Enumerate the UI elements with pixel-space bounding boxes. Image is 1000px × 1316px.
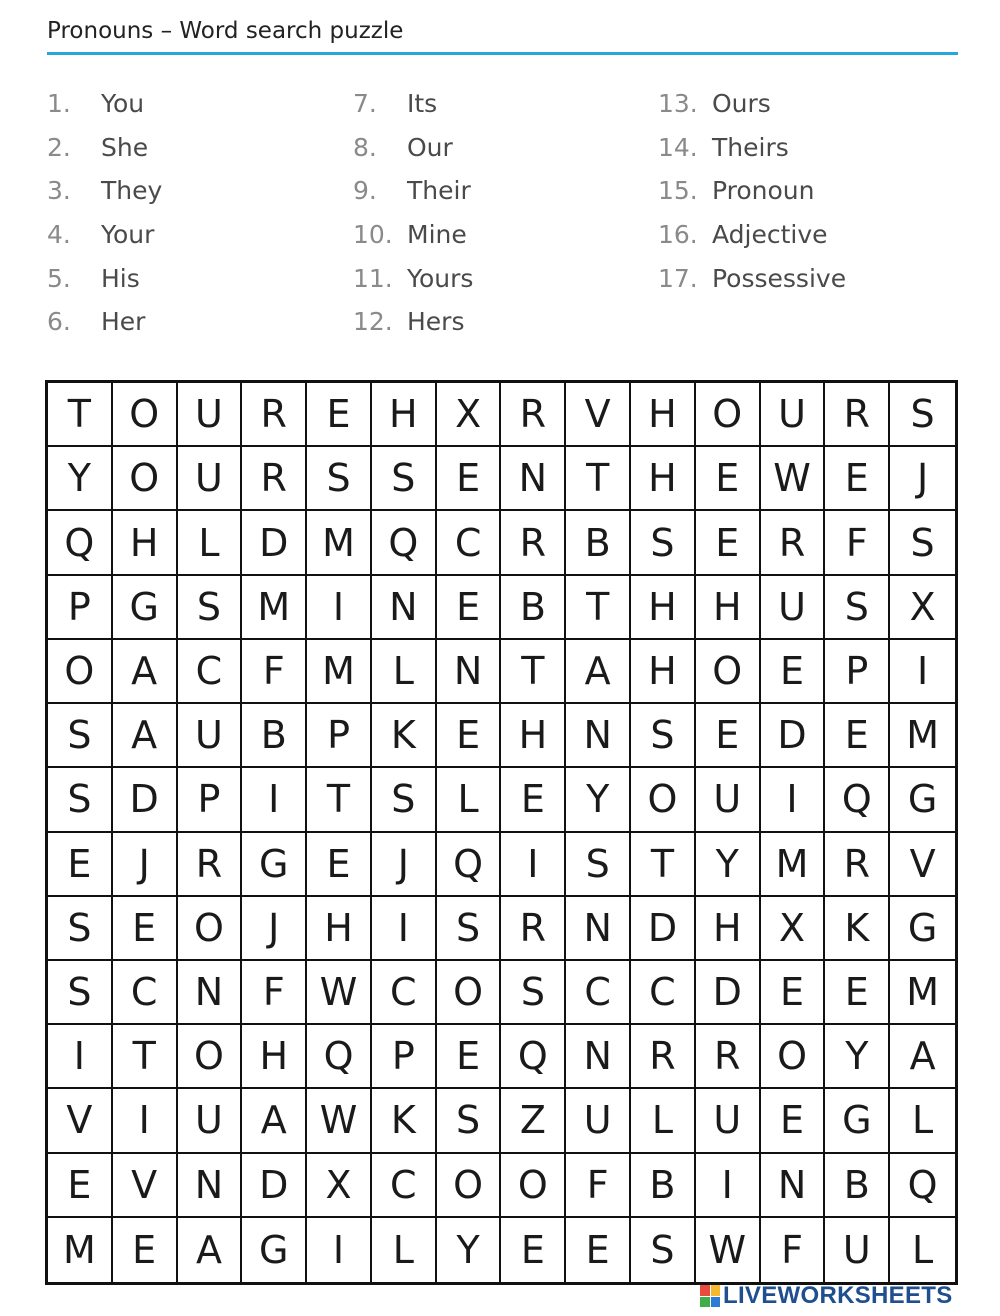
- word-list-item: [353, 126, 653, 170]
- grid-cell[interactable]: U: [696, 1089, 761, 1153]
- word-text: Mine: [407, 220, 467, 250]
- grid-cell[interactable]: I: [501, 833, 566, 897]
- grid-cell[interactable]: T: [48, 383, 113, 447]
- grid-cell[interactable]: W: [696, 1218, 761, 1282]
- grid-cell[interactable]: I: [761, 768, 826, 832]
- grid-cell[interactable]: N: [566, 897, 631, 961]
- grid-cell[interactable]: S: [178, 576, 243, 640]
- word-text: Hers: [407, 307, 465, 337]
- grid-cell[interactable]: D: [242, 1154, 307, 1218]
- grid-cell[interactable]: I: [113, 1089, 178, 1153]
- liveworksheets-logo: [700, 1282, 953, 1310]
- grid-cell[interactable]: S: [825, 576, 890, 640]
- grid-cell[interactable]: U: [566, 1089, 631, 1153]
- grid-cell[interactable]: M: [307, 511, 372, 575]
- grid-cell[interactable]: S: [890, 511, 955, 575]
- grid-cell[interactable]: Q: [501, 1025, 566, 1089]
- word-text: Yours: [407, 263, 474, 293]
- grid-cell[interactable]: E: [761, 640, 826, 704]
- grid-cell[interactable]: O: [761, 1025, 826, 1089]
- grid-cell[interactable]: E: [501, 768, 566, 832]
- grid-cell[interactable]: I: [307, 576, 372, 640]
- word-number: 14.: [658, 132, 698, 162]
- grid-cell[interactable]: M: [890, 704, 955, 768]
- grid-cell[interactable]: Y: [696, 833, 761, 897]
- word-list-item: [47, 169, 347, 213]
- grid-cell[interactable]: F: [825, 511, 890, 575]
- grid-cell[interactable]: N: [372, 576, 437, 640]
- grid-cell[interactable]: R: [242, 383, 307, 447]
- grid-cell[interactable]: E: [696, 704, 761, 768]
- grid-cell[interactable]: V: [48, 1089, 113, 1153]
- grid-cell[interactable]: R: [501, 511, 566, 575]
- word-list-item: [658, 256, 958, 300]
- grid-cell[interactable]: K: [825, 897, 890, 961]
- word-list: [47, 82, 958, 342]
- grid-cell[interactable]: S: [372, 447, 437, 511]
- word-list-item: [353, 256, 653, 300]
- grid-cell[interactable]: C: [631, 961, 696, 1025]
- word-list-item: [47, 300, 347, 344]
- word-text: His: [101, 263, 140, 293]
- grid-cell[interactable]: S: [48, 897, 113, 961]
- word-text: Our: [407, 132, 453, 162]
- grid-cell[interactable]: D: [242, 511, 307, 575]
- grid-cell[interactable]: A: [113, 704, 178, 768]
- grid-cell[interactable]: E: [48, 1154, 113, 1218]
- grid-cell[interactable]: G: [890, 768, 955, 832]
- grid-cell[interactable]: G: [113, 576, 178, 640]
- grid-cell[interactable]: L: [912, 1227, 934, 1272]
- grid-cell[interactable]: P: [372, 1025, 437, 1089]
- grid-cell[interactable]: W: [307, 1089, 372, 1153]
- word-list-item: [47, 256, 347, 300]
- grid-cell[interactable]: H: [631, 576, 696, 640]
- grid-cell[interactable]: N: [761, 1154, 826, 1218]
- word-list-item: [353, 300, 653, 344]
- grid-cell[interactable]: L: [890, 1089, 955, 1153]
- grid-cell[interactable]: R: [501, 383, 566, 447]
- grid-cell[interactable]: H: [372, 383, 437, 447]
- grid-cell[interactable]: S: [48, 768, 113, 832]
- grid-cell[interactable]: S: [631, 511, 696, 575]
- grid-cell[interactable]: U: [761, 576, 826, 640]
- grid-cell[interactable]: E: [437, 447, 502, 511]
- page-title: Pronouns – Word search puzzle: [47, 18, 404, 44]
- grid-cell[interactable]: V: [566, 383, 631, 447]
- word-number: 8.: [353, 132, 377, 162]
- word-text: She: [101, 132, 149, 162]
- word-list-item: [658, 82, 958, 126]
- grid-cell[interactable]: J: [372, 833, 437, 897]
- word-number: 15.: [658, 176, 698, 206]
- word-list-item: [353, 82, 653, 126]
- logo-icon: [700, 1285, 720, 1307]
- grid-cell[interactable]: S: [48, 704, 113, 768]
- grid-cell[interactable]: R: [501, 897, 566, 961]
- word-list-item: [658, 126, 958, 170]
- grid-cell[interactable]: R: [825, 383, 890, 447]
- word-list-item: [353, 169, 653, 213]
- grid-cell[interactable]: N: [437, 640, 502, 704]
- grid-cell[interactable]: W: [761, 447, 826, 511]
- grid-cell[interactable]: P: [178, 768, 243, 832]
- grid-cell[interactable]: J: [242, 897, 307, 961]
- grid-cell[interactable]: B: [566, 511, 631, 575]
- grid-cell[interactable]: M: [48, 1218, 113, 1282]
- word-text: Theirs: [712, 132, 789, 162]
- grid-cell[interactable]: H: [631, 640, 696, 704]
- grid-cell[interactable]: G: [825, 1089, 890, 1153]
- grid-cell[interactable]: S: [890, 383, 955, 447]
- grid-cell[interactable]: G: [242, 1218, 307, 1282]
- grid-cell[interactable]: D: [761, 704, 826, 768]
- grid-cell[interactable]: N: [178, 961, 243, 1025]
- grid-cell[interactable]: R: [242, 447, 307, 511]
- grid-cell[interactable]: G: [890, 897, 955, 961]
- grid-cell[interactable]: I: [890, 640, 955, 704]
- grid-cell[interactable]: Q: [437, 833, 502, 897]
- grid-cell[interactable]: M: [307, 640, 372, 704]
- grid-cell[interactable]: V: [113, 1154, 178, 1218]
- grid-cell[interactable]: E: [437, 1025, 502, 1089]
- word-number: 5.: [47, 263, 71, 293]
- grid-cell[interactable]: O: [113, 447, 178, 511]
- grid-cell[interactable]: S: [372, 768, 437, 832]
- grid-cell[interactable]: P: [48, 576, 113, 640]
- grid-cell[interactable]: L: [372, 640, 437, 704]
- grid-cell[interactable]: E: [761, 961, 826, 1025]
- grid-cell[interactable]: H: [696, 897, 761, 961]
- grid-cell[interactable]: H: [696, 576, 761, 640]
- grid-cell[interactable]: O: [48, 640, 113, 704]
- grid-cell[interactable]: C: [372, 1154, 437, 1218]
- grid-cell[interactable]: E: [761, 1089, 826, 1153]
- word-number: 16.: [658, 220, 698, 250]
- grid-cell[interactable]: R: [825, 833, 890, 897]
- grid-cell[interactable]: C: [566, 961, 631, 1025]
- word-number: 17.: [658, 263, 698, 293]
- grid-cell[interactable]: A: [242, 1089, 307, 1153]
- grid-cell[interactable]: S: [501, 961, 566, 1025]
- word-number: 2.: [47, 132, 71, 162]
- grid-cell[interactable]: S: [48, 961, 113, 1025]
- grid-cell[interactable]: K: [372, 1089, 437, 1153]
- grid-cell[interactable]: A: [566, 640, 631, 704]
- grid-cell[interactable]: V: [890, 833, 955, 897]
- grid-cell[interactable]: A: [890, 1025, 955, 1089]
- grid-cell[interactable]: U: [178, 383, 243, 447]
- grid-cell[interactable]: E: [437, 576, 502, 640]
- grid-cell[interactable]: C: [437, 511, 502, 575]
- grid-cell[interactable]: L: [372, 1218, 437, 1282]
- grid-cell[interactable]: O: [631, 768, 696, 832]
- grid-cell[interactable]: D: [631, 897, 696, 961]
- grid-cell[interactable]: H: [501, 704, 566, 768]
- grid-cell[interactable]: T: [501, 640, 566, 704]
- word-number: 10.: [353, 220, 393, 250]
- grid-cell[interactable]: O: [178, 1025, 243, 1089]
- grid-cell[interactable]: B: [501, 576, 566, 640]
- grid-cell[interactable]: D: [113, 768, 178, 832]
- grid-cell[interactable]: F: [566, 1154, 631, 1218]
- grid-cell[interactable]: H: [307, 897, 372, 961]
- grid-cell[interactable]: R: [761, 511, 826, 575]
- grid-cell[interactable]: Q: [890, 1154, 955, 1218]
- word-number: 4.: [47, 220, 71, 250]
- word-text: Their: [407, 176, 471, 206]
- grid-cell[interactable]: O: [437, 1154, 502, 1218]
- grid-cell[interactable]: S: [631, 1218, 696, 1282]
- word-text: Possessive: [712, 263, 847, 293]
- grid-cell[interactable]: S: [437, 897, 502, 961]
- grid-cell[interactable]: E: [307, 383, 372, 447]
- grid-cell[interactable]: O: [501, 1154, 566, 1218]
- grid-cell[interactable]: E: [825, 961, 890, 1025]
- grid-cell[interactable]: U: [825, 1218, 890, 1282]
- word-search-grid: [45, 380, 958, 1285]
- grid-cell[interactable]: F: [242, 961, 307, 1025]
- grid-cell[interactable]: T: [566, 447, 631, 511]
- word-list-item: [47, 213, 347, 257]
- word-column-2: [353, 82, 653, 344]
- grid-cell[interactable]: Y: [48, 447, 113, 511]
- word-list-item: [47, 82, 347, 126]
- word-text: Her: [101, 307, 146, 337]
- word-column-3: [658, 82, 958, 300]
- grid-cell[interactable]: E: [307, 833, 372, 897]
- grid-cell[interactable]: T: [307, 768, 372, 832]
- grid-cell[interactable]: A: [178, 1218, 243, 1282]
- grid-cell[interactable]: Q: [307, 1025, 372, 1089]
- grid-cell[interactable]: U: [178, 704, 243, 768]
- grid-cell[interactable]: B: [242, 704, 307, 768]
- word-number: 12.: [353, 307, 393, 337]
- grid-cell[interactable]: A: [113, 640, 178, 704]
- grid-cell[interactable]: X: [307, 1154, 372, 1218]
- grid-cell[interactable]: E: [437, 704, 502, 768]
- grid-cell[interactable]: P: [825, 640, 890, 704]
- grid-cell[interactable]: L: [178, 511, 243, 575]
- word-text: You: [101, 89, 145, 119]
- word-list-item: [47, 126, 347, 170]
- grid-cell[interactable]: E: [825, 704, 890, 768]
- grid-cell[interactable]: S: [566, 833, 631, 897]
- word-text: Your: [101, 220, 155, 250]
- grid-cell[interactable]: T: [631, 833, 696, 897]
- word-number: 13.: [658, 89, 698, 119]
- grid-cell[interactable]: X: [437, 383, 502, 447]
- grid-cell[interactable]: F: [242, 640, 307, 704]
- grid-cell[interactable]: Q: [372, 511, 437, 575]
- grid-cell[interactable]: C: [372, 961, 437, 1025]
- logo-text: LIVEWORKSHEETS: [723, 1282, 953, 1309]
- grid-cell[interactable]: R: [631, 1025, 696, 1089]
- grid-cell[interactable]: U: [178, 1089, 243, 1153]
- grid-cell[interactable]: Y: [566, 768, 631, 832]
- grid-cell[interactable]: L: [437, 768, 502, 832]
- grid-cell[interactable]: Q: [48, 511, 113, 575]
- word-number: 6.: [47, 307, 71, 337]
- grid-cell[interactable]: H: [631, 383, 696, 447]
- grid-cell[interactable]: U: [178, 447, 243, 511]
- word-text: Pronoun: [712, 176, 815, 206]
- grid-cell[interactable]: D: [696, 961, 761, 1025]
- grid-cell[interactable]: N: [566, 704, 631, 768]
- word-text: Ours: [712, 89, 771, 119]
- grid-cell[interactable]: T: [113, 1025, 178, 1089]
- grid-cell[interactable]: H: [242, 1025, 307, 1089]
- grid-cell[interactable]: C: [113, 961, 178, 1025]
- word-number: 1.: [47, 89, 71, 119]
- word-text: Its: [407, 89, 438, 119]
- grid-cell[interactable]: C: [178, 640, 243, 704]
- word-number: 9.: [353, 176, 377, 206]
- grid-cell[interactable]: W: [307, 961, 372, 1025]
- grid-cell[interactable]: N: [178, 1154, 243, 1218]
- grid-cell[interactable]: E: [566, 1218, 631, 1282]
- grid-cell[interactable]: U: [696, 768, 761, 832]
- grid-cell[interactable]: I: [307, 1218, 372, 1282]
- word-list-item: [658, 169, 958, 213]
- grid-cell[interactable]: E: [696, 511, 761, 575]
- grid-cell[interactable]: I: [372, 897, 437, 961]
- grid-cell[interactable]: F: [761, 1218, 826, 1282]
- grid-cell[interactable]: O: [178, 897, 243, 961]
- grid-cell[interactable]: U: [761, 383, 826, 447]
- word-text: Adjective: [712, 220, 828, 250]
- grid-cell[interactable]: M: [761, 833, 826, 897]
- word-column-1: [47, 82, 347, 344]
- grid-cell[interactable]: X: [890, 576, 955, 640]
- grid-cell[interactable]: E: [113, 897, 178, 961]
- grid-cell[interactable]: L: [631, 1089, 696, 1153]
- grid-cell[interactable]: Y: [825, 1025, 890, 1089]
- grid-cell[interactable]: N: [566, 1025, 631, 1089]
- grid-cell[interactable]: J: [113, 833, 178, 897]
- grid-cell[interactable]: Q: [825, 768, 890, 832]
- grid-cell[interactable]: M: [242, 576, 307, 640]
- grid-cell[interactable]: X: [761, 897, 826, 961]
- grid-cell[interactable]: N: [501, 447, 566, 511]
- grid-cell[interactable]: B: [825, 1154, 890, 1218]
- grid-cell[interactable]: S: [437, 1089, 502, 1153]
- grid-cell[interactable]: I: [696, 1154, 761, 1218]
- grid-cell[interactable]: M: [890, 961, 955, 1025]
- grid-cell[interactable]: H: [631, 447, 696, 511]
- grid-cell[interactable]: E: [113, 1218, 178, 1282]
- grid-cell[interactable]: S: [307, 447, 372, 511]
- grid-cell[interactable]: Y: [437, 1218, 502, 1282]
- word-list-item: [353, 213, 653, 257]
- grid-cell[interactable]: I: [242, 768, 307, 832]
- grid-cell[interactable]: E: [48, 833, 113, 897]
- grid-cell[interactable]: K: [372, 704, 437, 768]
- grid-cell[interactable]: B: [631, 1154, 696, 1218]
- title-underline: [47, 52, 958, 55]
- grid-cell[interactable]: E: [825, 447, 890, 511]
- grid-cell[interactable]: R: [178, 833, 243, 897]
- grid-cell[interactable]: H: [113, 511, 178, 575]
- word-text: They: [101, 176, 163, 206]
- grid-cell[interactable]: Z: [501, 1089, 566, 1153]
- grid-cell[interactable]: O: [696, 383, 761, 447]
- grid-cell[interactable]: T: [566, 576, 631, 640]
- grid-cell[interactable]: R: [696, 1025, 761, 1089]
- grid-cell[interactable]: E: [501, 1218, 566, 1282]
- grid-cell[interactable]: E: [696, 447, 761, 511]
- grid-cell[interactable]: O: [113, 383, 178, 447]
- grid-cell[interactable]: G: [242, 833, 307, 897]
- grid-cell[interactable]: P: [307, 704, 372, 768]
- grid-cell[interactable]: O: [696, 640, 761, 704]
- grid-cell[interactable]: O: [437, 961, 502, 1025]
- word-number: 3.: [47, 176, 71, 206]
- grid-cell[interactable]: J: [890, 447, 955, 511]
- word-list-item: [658, 213, 958, 257]
- word-number: 7.: [353, 89, 377, 119]
- grid-cell[interactable]: S: [631, 704, 696, 768]
- word-number: 11.: [353, 263, 393, 293]
- grid-cell[interactable]: I: [48, 1025, 113, 1089]
